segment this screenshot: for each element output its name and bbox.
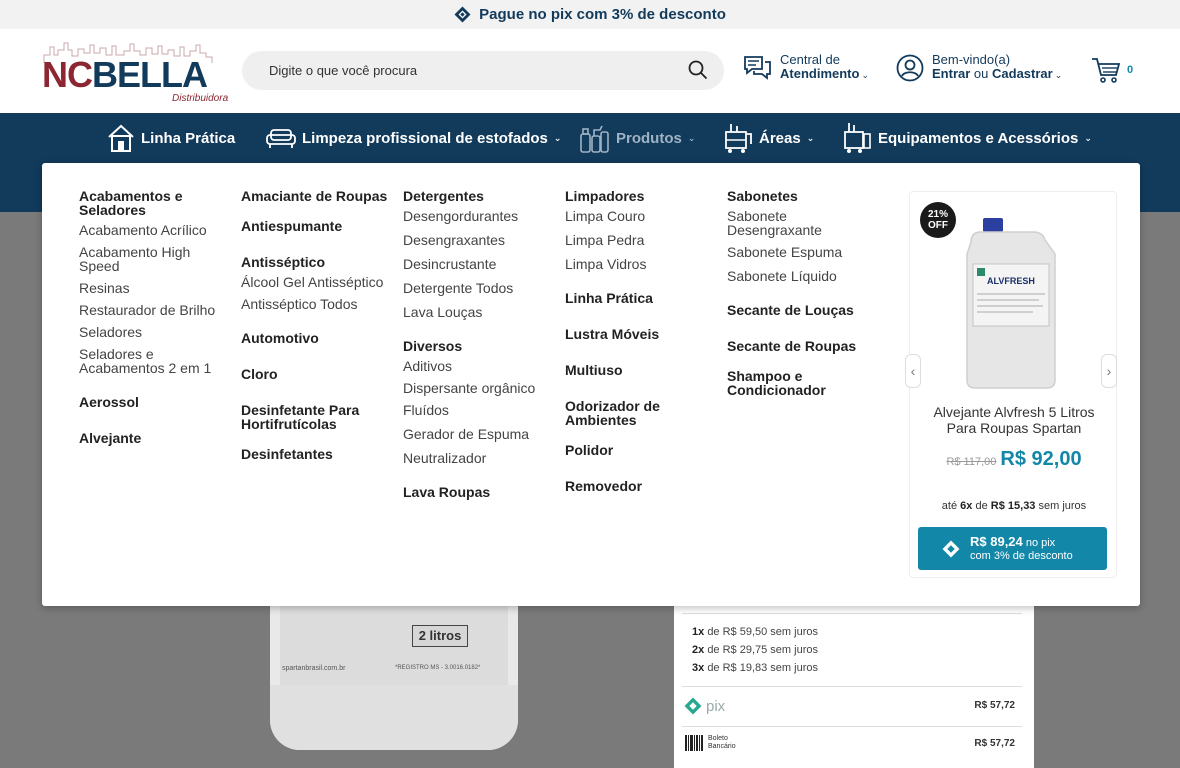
menu-subitem[interactable]: Sabonete Desengraxante — [727, 208, 822, 238]
featured-product-card[interactable] — [909, 191, 1117, 578]
search-bar[interactable] — [242, 51, 724, 90]
products-mega-menu — [42, 163, 1140, 606]
old-price: R$ 117,00 — [946, 456, 997, 468]
bottles-icon — [578, 122, 610, 154]
boleto-value: R$ 57,72 — [974, 738, 1015, 749]
chat-icon — [743, 55, 772, 81]
carousel-prev-button[interactable] — [905, 354, 921, 388]
menu-subitem[interactable]: Aditivos — [403, 358, 453, 374]
menu-category[interactable]: Diversos — [403, 338, 463, 354]
menu-subitem[interactable]: Seladores e Acabamentos 2 em 1 — [79, 346, 212, 376]
menu-column-3 — [403, 189, 553, 505]
installment-row: 2x de R$ 29,75 sem juros — [692, 644, 818, 656]
carousel-next-button[interactable] — [1101, 354, 1117, 388]
cart-count: 0 — [1127, 64, 1134, 76]
menu-category[interactable]: Antisséptico — [241, 254, 326, 270]
menu-subitem[interactable]: Limpa Couro — [565, 208, 646, 224]
register-link[interactable]: Cadastrar — [992, 66, 1053, 81]
menu-subitem[interactable]: Detergente Todos — [403, 280, 514, 296]
menu-subitem[interactable]: Limpa Vidros — [565, 256, 647, 272]
menu-category[interactable]: Desinfetante Para Hortifrutícolas — [241, 402, 360, 432]
menu-subitem[interactable]: Restaurador de Brilho — [79, 302, 216, 318]
nav-label: Limpeza profissional de estofados — [302, 129, 548, 147]
support-link[interactable]: Atendimento — [780, 66, 860, 81]
menu-column-1 — [79, 189, 229, 451]
menu-subitem[interactable]: Neutralizador — [403, 450, 487, 466]
cart-icon[interactable] — [1091, 56, 1121, 84]
menu-subitem[interactable]: Sabonete Espuma — [727, 244, 843, 260]
menu-category[interactable]: Amaciante de Roupas — [241, 188, 388, 204]
menu-subitem[interactable]: Seladores — [79, 324, 143, 340]
search-icon[interactable] — [688, 60, 708, 80]
pix-value: R$ 57,72 — [974, 700, 1015, 711]
menu-subitem[interactable]: Desengordurantes — [403, 208, 519, 224]
menu-subitem[interactable]: Gerador de Espuma — [403, 426, 530, 442]
nav-areas[interactable] — [723, 121, 814, 155]
menu-category[interactable]: Removedor — [565, 478, 643, 494]
nav-label: Produtos — [616, 129, 682, 147]
promo-text: Pague no pix com 3% de desconto — [479, 6, 726, 23]
site-header — [0, 29, 1180, 113]
nav-label: Linha Prática — [141, 129, 236, 147]
menu-subitem[interactable]: Acabamento High Speed — [79, 244, 191, 274]
nav-linha-pratica[interactable] — [107, 121, 235, 155]
menu-subitem[interactable]: Limpa Pedra — [565, 232, 645, 248]
menu-category[interactable]: Shampoo e Condicionador — [727, 368, 826, 398]
jug-registration: *REGISTRO MS - 3.0016.0182* — [395, 665, 481, 671]
search-input[interactable]: Digite o que você procura — [269, 63, 418, 78]
background-payment-panel — [674, 600, 1034, 768]
installment-info: até 6x de R$ 15,33 sem juros — [941, 500, 1087, 512]
menu-category[interactable]: Cloro — [241, 366, 278, 382]
menu-subitem[interactable]: Acabamento Acrílico — [79, 222, 207, 238]
menu-category[interactable]: Secante de Louças — [727, 302, 854, 318]
promo-bar — [0, 0, 1180, 29]
house-icon — [107, 123, 135, 153]
jug-site: spartanbrasil.com.br — [282, 665, 346, 672]
discount-badge: 21% OFF — [920, 202, 956, 238]
chevron-down-icon: ⌄ — [687, 132, 696, 143]
menu-category[interactable]: Antiespumante — [241, 218, 343, 234]
menu-category[interactable]: Detergentes — [403, 188, 484, 204]
nav-equipamentos[interactable] — [842, 121, 1092, 155]
menu-category[interactable]: Secante de Roupas — [727, 338, 857, 354]
menu-subitem[interactable]: Desengraxantes — [403, 232, 505, 248]
pix-icon — [684, 697, 702, 715]
current-price: R$ 92,00 — [1000, 448, 1082, 470]
support-menu[interactable] — [743, 53, 869, 82]
menu-subitem[interactable]: Antisséptico Todos — [241, 296, 358, 312]
support-label: Central de — [780, 52, 840, 67]
menu-subitem[interactable]: Lava Louças — [403, 304, 483, 320]
price-row — [910, 448, 1118, 471]
menu-category[interactable]: Acabamentos e Seladores — [79, 188, 183, 218]
welcome-label: Bem-vindo(a) — [932, 52, 1011, 67]
chevron-right-icon: › — [1106, 363, 1112, 379]
product-image[interactable] — [963, 214, 1059, 390]
menu-category[interactable]: Lava Roupas — [403, 484, 491, 500]
chevron-down-icon: ⌄ — [553, 132, 562, 143]
menu-category[interactable]: Sabonetes — [727, 188, 798, 204]
login-link[interactable]: Entrar — [932, 66, 971, 81]
menu-category[interactable]: Desinfetantes — [241, 446, 333, 462]
sofa-icon — [266, 127, 296, 149]
nav-label: Equipamentos e Acessórios — [878, 129, 1079, 147]
equipment-icon — [842, 122, 872, 154]
menu-category[interactable]: Lustra Móveis — [565, 326, 660, 342]
chevron-down-icon: ⌄ — [806, 132, 815, 143]
background-product-image — [270, 595, 518, 750]
installment-row: 3x de R$ 19,83 sem juros — [692, 662, 818, 674]
pix-price-button[interactable]: R$ 89,24 no pix com 3% de desconto — [918, 527, 1107, 570]
jug-label: ALVFRESH — [987, 276, 1035, 286]
or-label: ou — [973, 66, 989, 81]
boleto-method: Boleto Bancário — [684, 734, 736, 752]
menu-subitem[interactable]: Resinas — [79, 280, 130, 296]
chevron-down-icon: ⌄ — [861, 70, 869, 80]
menu-category[interactable]: Limpadores — [565, 188, 645, 204]
barcode-icon — [684, 734, 704, 752]
menu-subitem[interactable]: Álcool Gel Antisséptico — [241, 274, 384, 290]
chevron-down-icon: ⌄ — [1054, 70, 1063, 80]
nav-estofados[interactable] — [266, 121, 561, 155]
account-menu[interactable] — [896, 53, 1062, 82]
menu-category[interactable]: Odorizador de Ambientes — [565, 398, 660, 428]
installment-row: 1x de R$ 59,50 sem juros — [692, 626, 818, 638]
logo[interactable] — [42, 41, 229, 104]
menu-category[interactable]: Automotivo — [241, 330, 319, 346]
menu-column-5 — [727, 189, 867, 403]
logo-subtitle: Distribuidora — [172, 93, 229, 104]
menu-subitem[interactable]: Fluídos — [403, 402, 449, 418]
jug-volume-badge: 2 litros — [412, 625, 468, 647]
menu-subitem[interactable]: Desincrustante — [403, 256, 497, 272]
menu-subitem[interactable]: Dispersante orgânico — [403, 380, 536, 396]
pix-icon — [942, 540, 960, 558]
nav-produtos[interactable] — [578, 121, 695, 155]
menu-subitem[interactable]: Sabonete Líquido — [727, 268, 837, 284]
pix-price: R$ 89,24 — [970, 533, 1023, 549]
menu-column-4 — [565, 189, 715, 499]
cleaning-cart-icon — [723, 122, 753, 154]
pix-note: com 3% de desconto — [970, 549, 1073, 562]
menu-category[interactable]: Linha Prática — [565, 290, 653, 306]
product-name[interactable]: Alvejante Alvfresh 5 Litros Para Roupas Spartan — [933, 404, 1095, 436]
menu-column-2 — [241, 189, 391, 467]
chevron-down-icon: ⌄ — [1084, 132, 1092, 143]
logo-text: NCBELLA — [42, 54, 207, 95]
menu-category[interactable]: Polidor — [565, 442, 614, 458]
chevron-left-icon: ‹ — [910, 363, 916, 379]
pix-method: pix — [684, 697, 725, 715]
nav-label: Áreas — [759, 129, 801, 147]
menu-category[interactable]: Aerossol — [79, 394, 139, 410]
menu-category[interactable]: Multiuso — [565, 362, 623, 378]
pix-icon — [454, 6, 471, 23]
menu-category[interactable]: Alvejante — [79, 430, 142, 446]
user-icon — [896, 54, 924, 82]
